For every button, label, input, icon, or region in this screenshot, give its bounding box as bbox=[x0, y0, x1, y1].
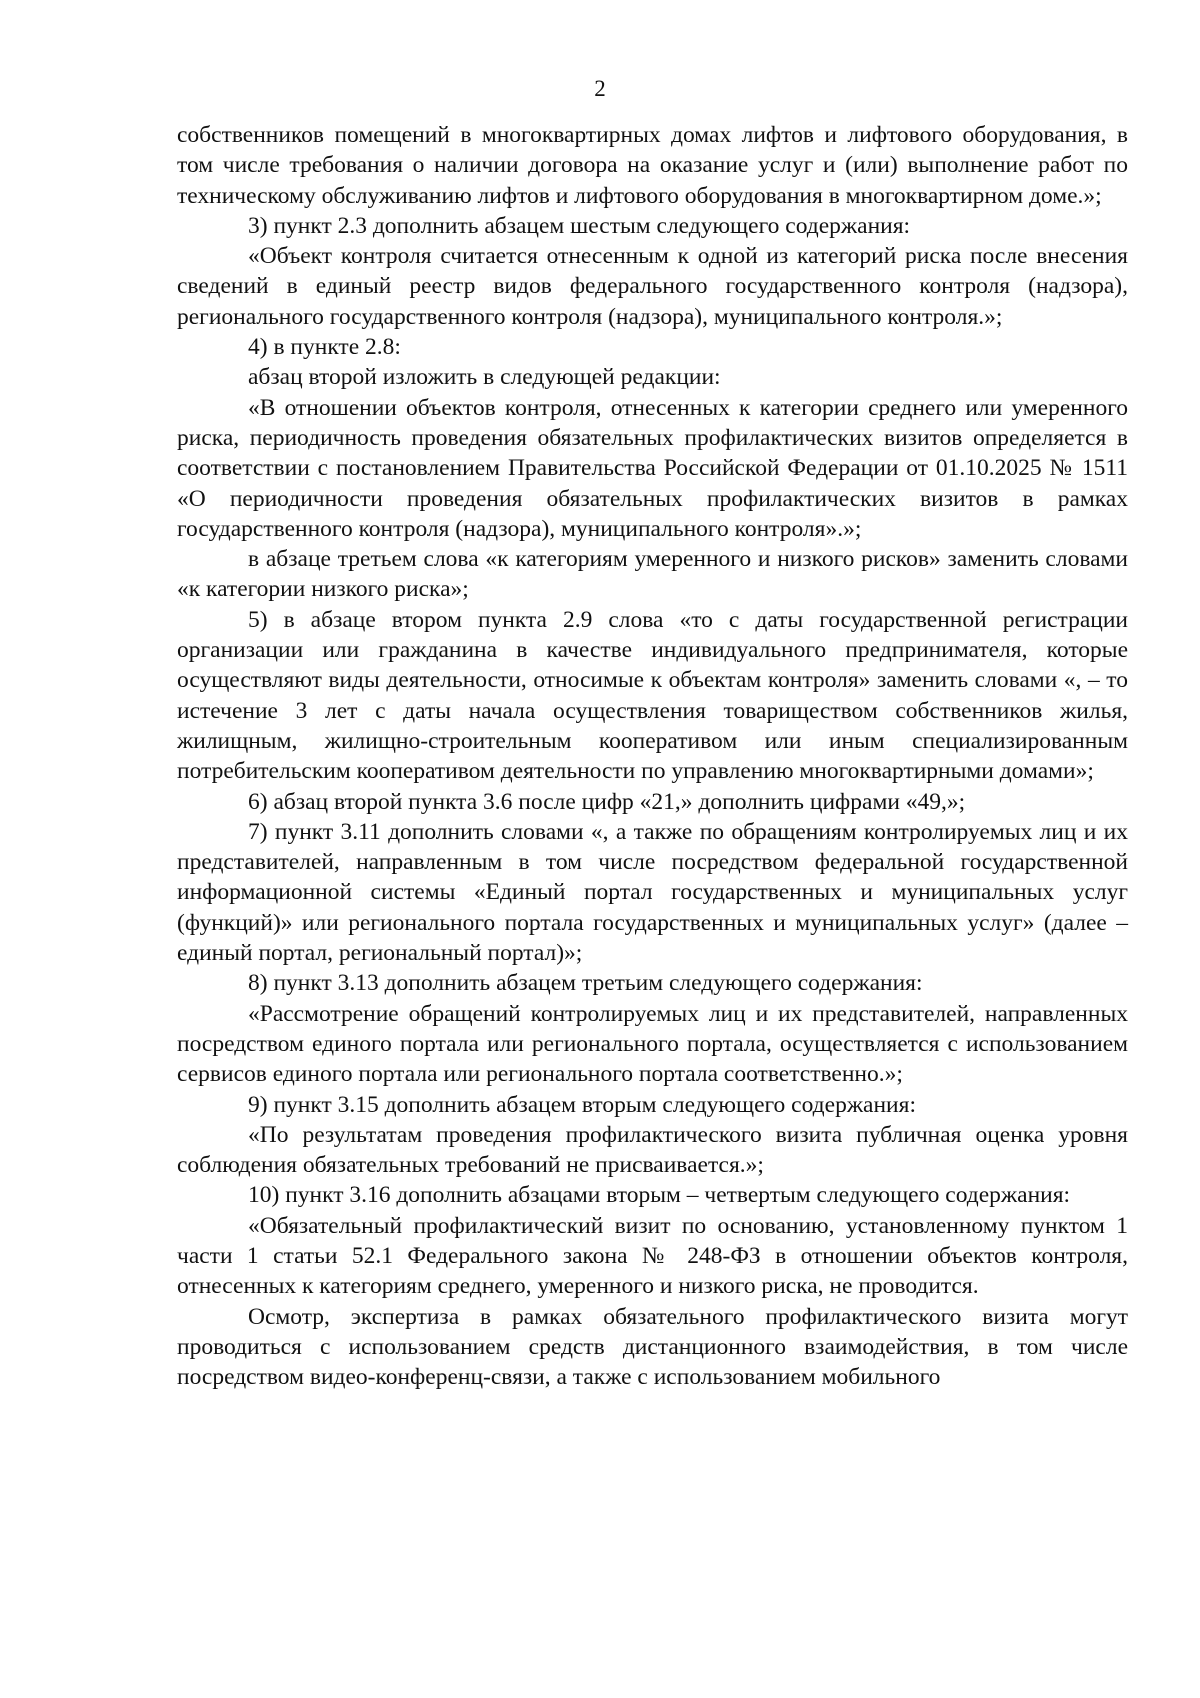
paragraph: собственников помещений в многоквартирных домах лифтов и лифтового оборудования, в том числе требования о наличии договора на оказание услуг и (или) выполнение работ по техническому обслуживанию лифтов и лифтового оборудования в многоквартирном доме.»; bbox=[177, 122, 1128, 209]
paragraph: 9) пункт 3.15 дополнить абзацем вторым следующего содержания: bbox=[248, 1091, 916, 1118]
page-number: 2 bbox=[594, 76, 606, 101]
document-body bbox=[177, 120, 1128, 1392]
paragraph: 10) пункт 3.16 дополнить абзацами вторым – четвертым следующего содержания: bbox=[248, 1182, 1071, 1209]
paragraph: Осмотр, экспертиза в рамках обязательного профилактического визита могут проводиться с использованием средств дистанционного взаимодействия, в том числе посредством видео-конференц-связи, а также с использованием мобильного bbox=[177, 1303, 1128, 1391]
paragraph: 5) в абзаце втором пункта 2.9 слова «то с даты государственной регистрации организации или гражданина в качестве индивидуального предпринимателя, которые осуществляют виды деятельности, относимые к объектам контроля» заменить словами «, – то истечение 3 лет с даты начала осуществления товариществом собственников жилья, жилищным, жилищно-строительным кооперативом или иным специализированным потребительским кооперативом деятельности по управлению многоквартирными домами»; bbox=[177, 606, 1128, 785]
paragraph: 4) в пункте 2.8: bbox=[248, 334, 401, 361]
paragraph: 6) абзац второй пункта 3.6 после цифр «21,» дополнить цифрами «49,»; bbox=[248, 788, 966, 815]
paragraph: 3) пункт 2.3 дополнить абзацем шестым следующего содержания: bbox=[248, 212, 911, 239]
paragraph: «Объект контроля считается отнесенным к одной из категорий риска после внесения сведений в единый реестр видов федерального государственного контроля (надзора), регионального государственного контроля (надзора), муниципального контроля.»; bbox=[177, 243, 1128, 330]
paragraph: абзац второй изложить в следующей редакции: bbox=[248, 364, 721, 391]
paragraph: в абзаце третьем слова «к категориям умеренного и низкого рисков» заменить словами «к категории низкого риска»; bbox=[177, 546, 1128, 603]
paragraph: 7) пункт 3.11 дополнить словами «, а также по обращениям контролируемых лиц и их представителей, направленным в том числе посредством федеральной государственной информационной системы «Единый портал государственных и муниципальных услуг (функций)» или регионального портала государственных и муниципальных услуг» (далее – единый портал, региональный портал)»; bbox=[177, 818, 1128, 967]
paragraph: «В отношении объектов контроля, отнесенных к категории среднего или умеренного риска, периодичность проведения обязательных профилактических визитов определяется в соответствии с постановлением Правительства Российской Федерации от 01.10.2025 № 1511 «О периодичности проведения обязательных профилактических визитов в рамках государственного контроля (надзора), муниципального контроля».»; bbox=[177, 394, 1128, 542]
paragraph: «По результатам проведения профилактического визита публичная оценка уровня соблюдения обязательных требований не присваивается.»; bbox=[177, 1121, 1128, 1179]
paragraph: «Рассмотрение обращений контролируемых лиц и их представителей, направленных посредством единого портала или регионального портала, осуществляется с использованием сервисов единого портала или регионального портала соответственно.»; bbox=[177, 1000, 1128, 1088]
paragraph: «Обязательный профилактический визит по основанию, установленному пунктом 1 части 1 статьи 52.1 Федерального закона № 248-ФЗ в отношении объектов контроля, отнесенных к категориям среднего, умеренного и низкого риска, не проводится. bbox=[177, 1212, 1128, 1300]
paragraph: 8) пункт 3.13 дополнить абзацем третьим следующего содержания: bbox=[248, 970, 923, 997]
